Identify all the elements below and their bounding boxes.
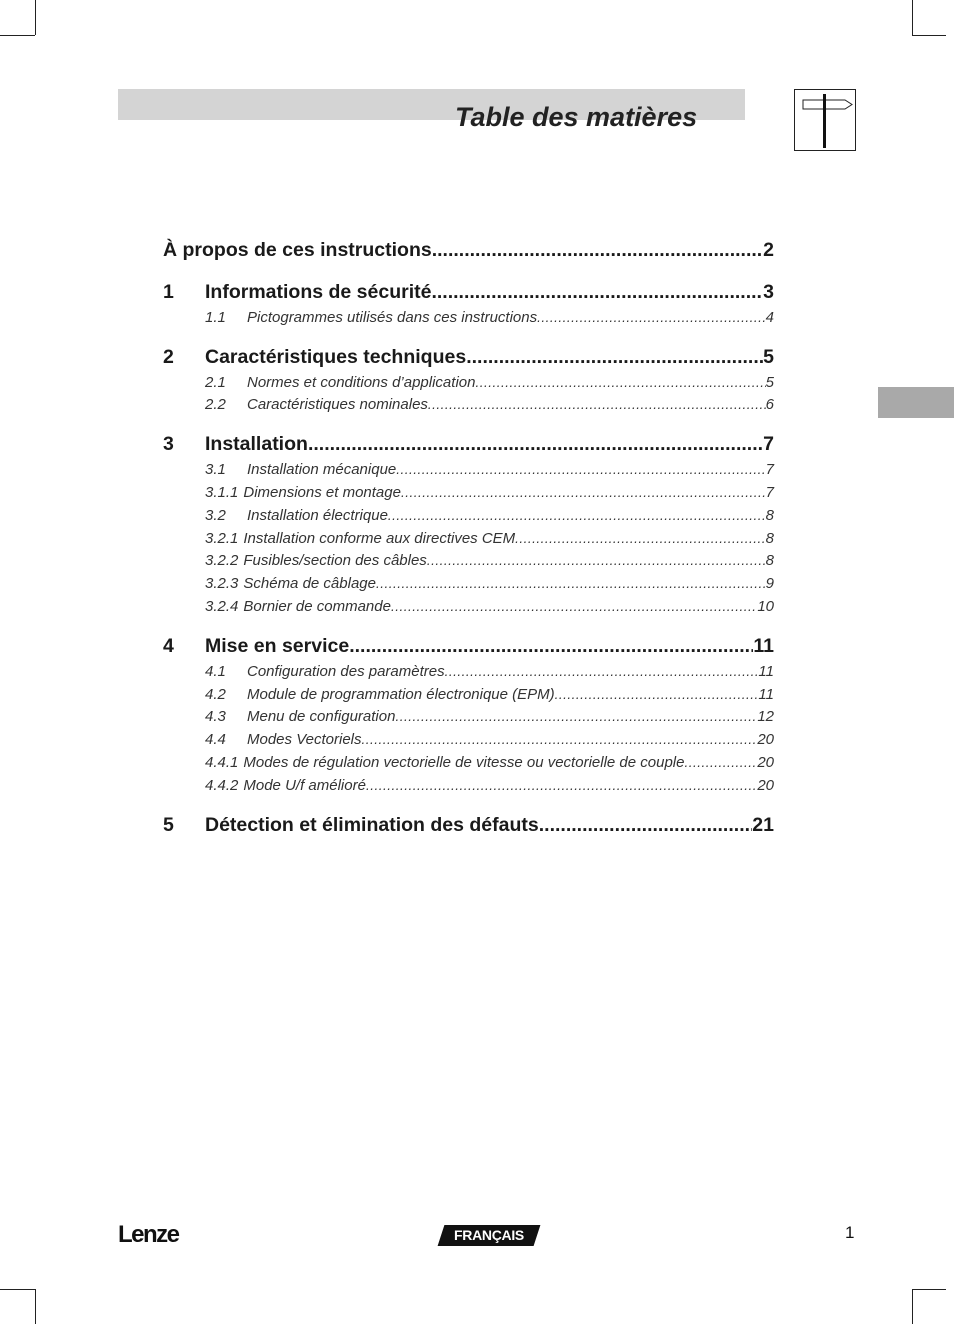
crop-mark-bottom-right-h [912, 1289, 946, 1290]
toc-entry-number: 3.2.1 [205, 530, 239, 547]
leader-dots [537, 310, 766, 325]
toc-entry-page: 20 [757, 777, 774, 794]
toc-subentry[interactable] [205, 731, 774, 748]
toc-entry-page: 7 [763, 433, 774, 455]
page-number: 1 [845, 1223, 855, 1242]
toc-entry-number: 4.4 [205, 731, 226, 748]
toc-subentry[interactable] [205, 507, 774, 524]
toc-entry-label: Mise en service [205, 635, 350, 657]
leader-dots [427, 553, 766, 568]
page-title: Table des matières [455, 102, 698, 132]
toc-entry[interactable] [163, 814, 774, 837]
leader-dots [431, 281, 763, 304]
toc-entry-page: 20 [757, 731, 774, 748]
toc-entry-page: 7 [765, 484, 774, 501]
toc-entry-label: Pictogrammes utilisés dans ces instructions [247, 309, 538, 326]
toc-entry-number: 3.1.1 [205, 484, 239, 501]
toc-entry-label: Modes de régulation vectorielle de vitesse ou vectorielle de couple [243, 754, 685, 771]
lenze-logo: Lenze [118, 1221, 179, 1248]
toc-entry-number: 3.1 [205, 461, 226, 478]
toc-entry-page: 4 [765, 309, 774, 326]
toc-subentry[interactable] [205, 484, 774, 501]
toc-subentry[interactable] [205, 552, 774, 569]
toc-entry-number: 2 [163, 346, 174, 368]
toc-entry-page: 11 [758, 686, 774, 703]
toc-entry-label: Caractéristiques techniques [205, 346, 467, 368]
leader-dots [445, 664, 759, 679]
toc-entry-number: 2.1 [205, 374, 226, 391]
toc-entry-number: 3 [163, 433, 174, 455]
toc-subentry[interactable] [205, 461, 774, 478]
toc-subentry[interactable] [205, 777, 774, 794]
toc-entry[interactable] [163, 346, 774, 369]
toc-entry-page: 5 [763, 346, 774, 368]
toc-entry-label: Configuration des paramètres [247, 663, 445, 680]
leader-dots [366, 778, 757, 793]
toc-entry-page: 12 [757, 708, 774, 725]
leader-dots [388, 508, 766, 523]
signpost-icon [794, 89, 856, 151]
crop-mark-bottom-left-h [0, 1289, 35, 1290]
side-tab [878, 387, 954, 418]
leader-dots [539, 814, 753, 837]
toc-entry-label: Installation mécanique [247, 461, 397, 478]
leader-dots [396, 462, 765, 477]
toc-entry-label: Dimensions et montage [243, 484, 401, 501]
toc-entry-label: Caractéristiques nominales [247, 396, 428, 413]
leader-dots [475, 375, 765, 390]
toc-entry[interactable] [163, 281, 774, 304]
toc-subentry[interactable] [205, 708, 774, 725]
toc-entry[interactable] [163, 635, 774, 658]
toc-subentry[interactable] [205, 396, 774, 413]
toc-entry-label: Mode U/f amélioré [243, 777, 366, 794]
toc-entry-page: 6 [765, 396, 774, 413]
toc-entry-number: 4.1 [205, 663, 226, 680]
toc-entry-label: Normes et conditions d’application [247, 374, 476, 391]
crop-mark-top-right-v [912, 0, 913, 35]
toc-entry-page: 8 [765, 552, 774, 569]
toc-entry-label: Détection et élimination des défauts [205, 814, 539, 836]
toc-entry-page: 8 [765, 530, 774, 547]
toc-entry-page: 5 [765, 374, 774, 391]
toc-entry-page: 2 [763, 239, 774, 261]
toc-entry-number: 4.2 [205, 686, 226, 703]
toc-entry-number: 4 [163, 635, 174, 657]
leader-dots [684, 755, 757, 770]
toc-entry-label: Installation électrique [247, 507, 388, 524]
toc-entry-label: Bornier de commande [243, 598, 391, 615]
toc-entry-number: 4.4.2 [205, 777, 239, 794]
toc-entry-number: 3.2.2 [205, 552, 239, 569]
toc-entry-label: Modes Vectoriels [247, 731, 362, 748]
leader-dots [515, 531, 766, 546]
toc-subentry[interactable] [205, 598, 774, 615]
leader-dots [308, 433, 763, 456]
toc-subentry[interactable] [205, 686, 774, 703]
toc-entry-label: Schéma de câblage [243, 575, 376, 592]
leader-dots [376, 576, 766, 591]
toc-entry[interactable] [163, 433, 774, 456]
leader-dots [432, 239, 763, 262]
leader-dots [362, 732, 758, 747]
crop-mark-bottom-left-v [35, 1289, 36, 1324]
leader-dots [466, 346, 763, 369]
toc-entry-label: À propos de ces instructions [163, 239, 432, 261]
toc-entry-number: 3.2.4 [205, 598, 239, 615]
toc-entry-number: 1.1 [205, 309, 226, 326]
toc-entry-number: 4.4.1 [205, 754, 239, 771]
toc-entry-number: 4.3 [205, 708, 226, 725]
toc-entry-number: 3.2 [205, 507, 226, 524]
leader-dots [349, 635, 753, 658]
toc-entry-label: Installation [205, 433, 308, 455]
leader-dots [395, 709, 757, 724]
crop-mark-top-left-h [0, 35, 35, 36]
toc-entry-page: 7 [765, 461, 774, 478]
toc-entry-label: Fusibles/section des câbles [243, 552, 427, 569]
leader-dots [401, 485, 766, 500]
toc-entry-number: 2.2 [205, 396, 226, 413]
language-label: FRANÇAIS [454, 1227, 524, 1243]
leader-dots [555, 687, 759, 702]
toc-subentry[interactable] [205, 530, 774, 547]
leader-dots [391, 599, 757, 614]
toc-entry-page: 9 [765, 575, 774, 592]
toc-entry-label: Informations de sécurité [205, 281, 432, 303]
toc-entry-number: 1 [163, 281, 174, 303]
toc-entry[interactable] [163, 239, 774, 262]
leader-dots [428, 397, 766, 412]
toc-entry-page: 20 [757, 754, 774, 771]
toc-entry-label: Menu de configuration [247, 708, 396, 725]
toc-entry-page: 8 [765, 507, 774, 524]
toc-entry-page: 11 [758, 663, 774, 680]
toc-entry-page: 21 [752, 814, 774, 836]
toc-entry-label: Module de programmation électronique (EPM) [247, 686, 555, 703]
crop-mark-top-left-v [35, 0, 36, 35]
toc-entry-number: 3.2.3 [205, 575, 239, 592]
toc-entry-page: 11 [753, 635, 774, 657]
toc-entry-page: 3 [763, 281, 774, 303]
toc-subentry[interactable] [205, 663, 774, 680]
toc-entry-label: Installation conforme aux directives CEM [243, 530, 516, 547]
toc-subentry[interactable] [205, 754, 774, 771]
crop-mark-bottom-right-v [912, 1289, 913, 1324]
crop-mark-top-right-h [912, 35, 946, 36]
toc-subentry[interactable] [205, 374, 774, 391]
toc-entry-number: 5 [163, 814, 174, 836]
toc-subentry[interactable] [205, 575, 774, 592]
toc-entry-page: 10 [757, 598, 774, 615]
toc-subentry[interactable] [205, 309, 774, 326]
